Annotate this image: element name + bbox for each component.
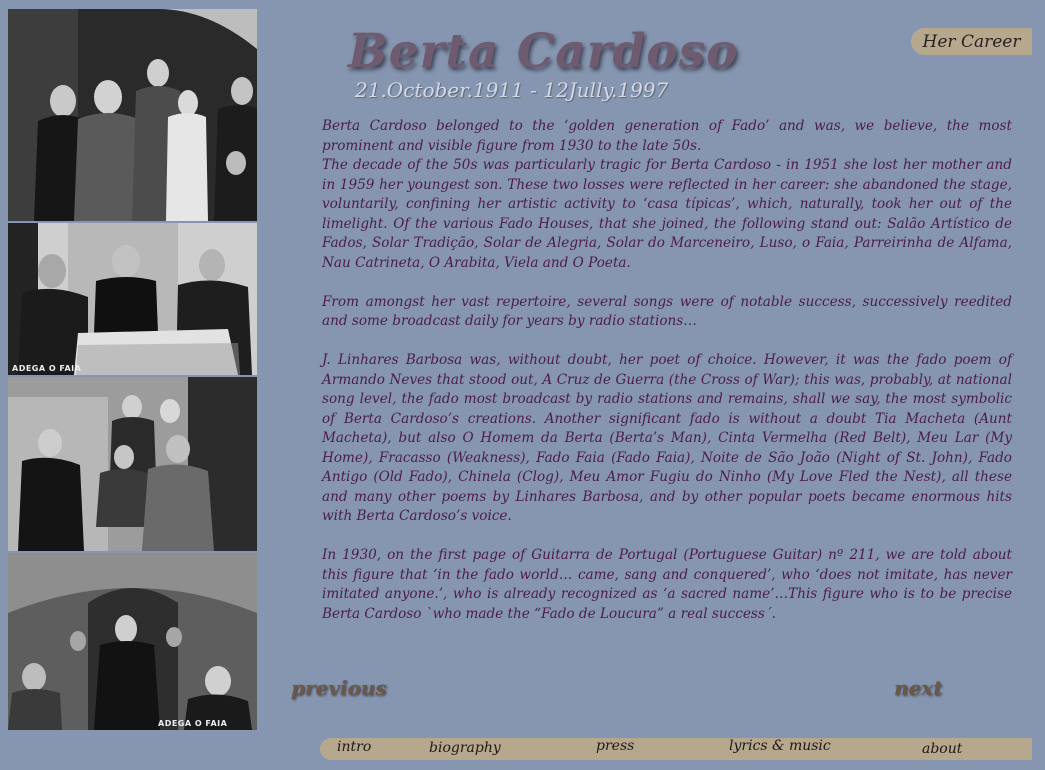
paragraph-repertoire: From amongst her vast repertoire, several songs were of notable success, successively reedited and some broadcast daily for years by radio stations… bbox=[322, 293, 1012, 329]
paragraph bbox=[322, 117, 1012, 273]
menu-item-about[interactable]: about bbox=[922, 741, 963, 757]
paragraph-fifties: The decade of the 50s was particularly tragic for Berta Cardoso - in 1951 she lost her mother and in 1959 her youngest son. These two losses were reflected in her career: she abandoned the stage, voluntarily, confining her artistic activity to ‘casa típicas’, which, naturally, took her out of the limelight. Of the various Fado Houses, that she joined, the following stand out: Salão Artístico de Fados, Solar Tradição, Solar de Alegria, Solar do Marceneiro, Luso, o Faia, Parreirinha de Alfama, Nau Catrineta, O Arabita, Viela and O Poeta. bbox=[322, 157, 1012, 271]
photo-singer-performing bbox=[8, 553, 257, 730]
life-dates: 21.October.1911 - 12Jully.1997 bbox=[355, 78, 669, 102]
biography-text bbox=[322, 117, 1012, 644]
photo-group-portrait bbox=[8, 9, 257, 221]
menu-item-biography[interactable]: biography bbox=[429, 740, 501, 756]
next-link[interactable]: next bbox=[894, 676, 943, 700]
menu-item-press[interactable]: press bbox=[596, 738, 635, 754]
menu-item-intro[interactable]: intro bbox=[337, 739, 372, 755]
photo-caption: ADEGA O FAIA bbox=[158, 719, 228, 728]
photo-table-scene bbox=[8, 223, 257, 375]
photo-caption: ADEGA O FAIA bbox=[12, 364, 82, 373]
menu-item-lyrics-music[interactable]: lyrics & music bbox=[729, 738, 831, 754]
her-career-button[interactable]: Her Career bbox=[911, 28, 1032, 55]
previous-link[interactable]: previous bbox=[291, 676, 387, 700]
photo-column bbox=[8, 9, 257, 730]
photo-restaurant-group bbox=[8, 377, 257, 551]
paragraph-1930: In 1930, on the first page of Guitarra de Portugal (Portuguese Guitar) nº 211, we are told about this figure that ‘in the fado world… came, sang and conquered’, who ‘does not imitate, has never imitated anyone.’, who is already recognized as ‘a sacred name’…This figure who is to be precise Berta Cardoso `who made the “Fado de Loucura” a real success´. bbox=[322, 547, 1012, 622]
paragraph-intro: Berta Cardoso belonged to the ‘golden generation of Fado’ and was, we believe, the most prominent and visible figure from 1930 to the late 50s. bbox=[322, 118, 1012, 154]
page-title: Berta Cardoso bbox=[348, 24, 739, 79]
paragraph-poets: J. Linhares Barbosa was, without doubt, her poet of choice. However, it was the fado poem of Armando Neves that stood out, A Cruz de Guerra (the Cross of War); this was, probably, at national song level, the fado most broadcast by radio stations and remains, shall we say, the most symbolic of Berta Cardoso’s creations. Another significant fado is without a doubt Tia Macheta (Aunt Macheta), but also O Homem da Berta (Berta’s Man), Cinta Vermelha (Red Belt), Meu Lar (My Home), Fracasso (Weakness), Fado Faia (Fado Faia), Noite de São João (Night of St. John), Fado Antigo (Old Fado), Chinela (Clog), Meu Amor Fugiu do Ninho (My Love Fled the Nest), all these and many other poems by Linhares Barbosa, and by other popular poets became enormous hits with Berta Cardoso’s voice. bbox=[322, 352, 1012, 524]
bottom-menu bbox=[320, 738, 1032, 760]
